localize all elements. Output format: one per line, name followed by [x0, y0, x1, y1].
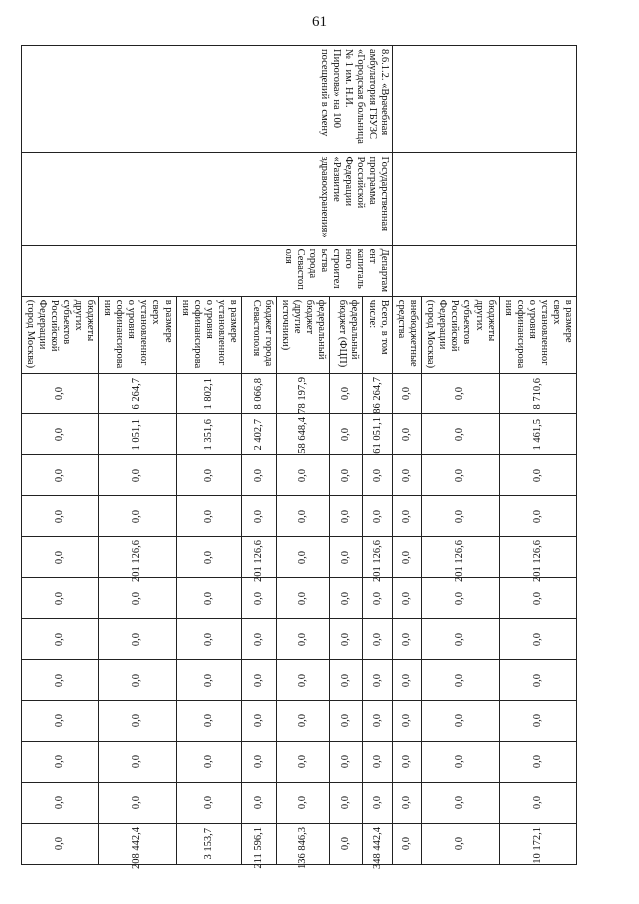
value-cell	[330, 741, 363, 782]
value-cell	[422, 782, 499, 823]
value-cell	[363, 660, 393, 701]
funding-source-label	[241, 296, 276, 373]
value-cell-text: 0,0	[531, 714, 543, 728]
value-cell-text: 0,0	[340, 837, 352, 851]
value-cell	[276, 455, 329, 496]
value-cell	[330, 455, 363, 496]
value-cell	[330, 537, 363, 578]
value-cell-text: 0,0	[454, 632, 466, 646]
value-cell	[99, 537, 176, 583]
value-cell	[99, 823, 176, 869]
value-cell-text: 0,0	[531, 755, 543, 769]
value-cell-text: 0,0	[296, 468, 308, 482]
value-cell-text: 0,0	[131, 468, 143, 482]
funding-source-label-text: в размере сверх установленного уровня софинансирования	[502, 299, 574, 369]
value-cell	[363, 373, 393, 414]
funding-source-label-text: бюджеты других субъектов Российской Федерации (город Москва)	[425, 299, 497, 369]
value-cell	[99, 701, 176, 742]
value-cell-text: 0,0	[131, 755, 143, 769]
value-cell-text: 0,0	[131, 509, 143, 523]
value-cell	[21, 537, 98, 578]
value-cell	[99, 619, 176, 660]
funding-source-label-text: федеральный бюджет (ФЦП)	[337, 299, 361, 368]
executor-cell-text: Департамент капитального строительства города Севастополя	[282, 248, 391, 292]
value-cell-text: 0,0	[401, 714, 413, 728]
value-cell	[241, 823, 276, 869]
value-cell	[330, 660, 363, 701]
value-cell	[393, 782, 422, 823]
value-cell-text: 0,0	[401, 632, 413, 646]
value-cell	[499, 373, 576, 414]
value-cell-text: 0,0	[202, 468, 214, 482]
value-cell	[393, 455, 422, 496]
value-cell-text: 0,0	[202, 632, 214, 646]
value-cell-text: 0,0	[296, 550, 308, 564]
value-cell-text: 201 126,6	[454, 540, 466, 583]
value-cell-text: 0,0	[454, 837, 466, 851]
value-cell-text: 0,0	[340, 509, 352, 523]
value-cell-text: 0,0	[454, 755, 466, 769]
value-cell-text: 0,0	[53, 427, 65, 442]
value-cell	[176, 496, 241, 537]
value-cell	[276, 414, 329, 455]
value-cell	[363, 578, 393, 619]
value-cell	[393, 496, 422, 537]
funding-source-label	[330, 296, 363, 373]
value-cell	[422, 741, 499, 782]
value-cell	[363, 537, 393, 583]
value-cell	[422, 578, 499, 619]
value-cell-text: 0,0	[371, 714, 383, 728]
blank-cell-program	[393, 153, 577, 245]
value-cell-text: 0,0	[340, 468, 352, 482]
value-cell-text: 1 461,5	[531, 418, 543, 451]
value-cell	[99, 578, 176, 619]
value-cell	[499, 741, 576, 782]
value-cell-text: 348 442,4	[371, 826, 383, 869]
value-cell	[241, 455, 276, 496]
value-cell-text: 0,0	[340, 386, 352, 401]
value-cell	[276, 741, 329, 782]
program-cell-text: Государственная программа Российской Федерации «Развитие здравоохранения»	[318, 156, 391, 238]
value-cell	[499, 496, 576, 537]
value-cell-text: 0,0	[371, 796, 383, 810]
value-cell	[363, 496, 393, 537]
value-cell	[422, 537, 499, 583]
value-cell	[276, 660, 329, 701]
value-cell-text: 211 596,1	[252, 826, 264, 869]
value-cell	[393, 414, 422, 455]
value-cell	[276, 782, 329, 823]
funding-source-label	[393, 296, 422, 373]
value-cell-text: 0,0	[454, 673, 466, 687]
value-cell	[276, 373, 329, 414]
value-cell	[363, 741, 393, 782]
value-cell	[422, 701, 499, 742]
value-cell-text: 0,0	[131, 673, 143, 687]
value-cell-text: 0,0	[454, 714, 466, 728]
value-cell-text: 10 172,1	[531, 826, 543, 864]
value-cell-text: 0,0	[252, 755, 264, 769]
value-cell	[499, 823, 576, 864]
value-cell	[276, 701, 329, 742]
value-cell-text: 201 126,6	[131, 540, 143, 583]
value-cell-text: 0,0	[371, 468, 383, 482]
value-cell	[422, 619, 499, 660]
funding-source-label-text: федеральный бюджет (другие источники)	[279, 299, 328, 360]
value-cell	[330, 619, 363, 660]
blank-cell-executor	[393, 245, 577, 296]
value-cell-text: 0,0	[454, 468, 466, 482]
value-cell	[99, 496, 176, 537]
value-cell-text: 0,0	[252, 632, 264, 646]
value-cell-text: 6 264,7	[131, 377, 143, 410]
value-cell	[241, 537, 276, 583]
value-cell-text: 0,0	[401, 386, 413, 401]
value-cell-text: 0,0	[340, 550, 352, 564]
value-cell-text: 86 264,7	[371, 376, 383, 414]
value-cell	[499, 455, 576, 496]
value-cell	[499, 578, 576, 619]
value-cell-text: 0,0	[202, 673, 214, 687]
value-cell	[21, 619, 98, 660]
funding-source-label-text: внебюджетные средства	[396, 299, 420, 367]
value-cell-text: 0,0	[131, 632, 143, 646]
value-cell-text: 61 051,1	[371, 417, 383, 455]
value-cell	[99, 741, 176, 782]
table-row	[363, 46, 393, 865]
value-cell-text: 0,0	[531, 796, 543, 810]
value-cell	[363, 823, 393, 869]
value-cell-text: 208 442,4	[131, 826, 143, 869]
value-cell-text: 58 648,4	[296, 417, 308, 455]
value-cell	[241, 701, 276, 742]
value-cell	[241, 373, 276, 414]
value-cell	[363, 619, 393, 660]
value-cell	[176, 414, 241, 455]
value-cell	[176, 741, 241, 782]
value-cell-text: 0,0	[252, 796, 264, 810]
value-cell-text: 0,0	[401, 427, 413, 442]
value-cell	[176, 782, 241, 823]
table-row	[499, 46, 576, 865]
value-cell	[422, 496, 499, 537]
value-cell	[499, 414, 576, 455]
value-cell	[176, 823, 241, 864]
value-cell-text: 0,0	[202, 509, 214, 523]
value-cell	[276, 578, 329, 619]
value-cell-text: 0,0	[252, 673, 264, 687]
value-cell	[21, 660, 98, 701]
value-cell-text: 0,0	[371, 509, 383, 523]
value-cell-text: 0,0	[401, 755, 413, 769]
value-cell	[176, 619, 241, 660]
value-cell	[241, 578, 276, 619]
object-name-cell-text: 8.6.1.2. «Врачебная амбулатория ГБУЗС «Городская больница № 1 им. Н.И. Пирогова» на 100 посещений в смену	[318, 49, 391, 144]
value-cell-text: 0,0	[401, 550, 413, 564]
value-cell	[499, 619, 576, 660]
value-cell-text: 1 351,6	[202, 418, 214, 451]
value-cell-text: 0,0	[53, 714, 65, 728]
budget-table-frame	[24, 45, 577, 869]
funding-source-label	[276, 296, 329, 373]
value-cell	[99, 660, 176, 701]
value-cell	[330, 823, 363, 864]
value-cell-text: 0,0	[53, 755, 65, 769]
value-cell	[393, 578, 422, 619]
value-cell-text: 0,0	[454, 796, 466, 810]
value-cell	[176, 660, 241, 701]
value-cell	[330, 414, 363, 455]
value-cell-text: 0,0	[53, 386, 65, 401]
funding-source-label-text: в размере сверх установленного уровня софинансирования	[102, 299, 174, 369]
value-cell	[241, 782, 276, 823]
value-cell	[21, 823, 98, 864]
value-cell	[422, 823, 499, 864]
value-cell	[363, 782, 393, 823]
value-cell	[276, 537, 329, 578]
value-cell-text: 0,0	[131, 714, 143, 728]
budget-table	[21, 45, 577, 869]
value-cell-text: 1 802,1	[202, 377, 214, 410]
value-cell-text: 0,0	[531, 509, 543, 523]
value-cell-text: 0,0	[371, 632, 383, 646]
value-cell	[499, 782, 576, 823]
value-cell	[21, 701, 98, 742]
value-cell-text: 0,0	[454, 509, 466, 523]
value-cell-text: 0,0	[340, 796, 352, 810]
value-cell	[393, 741, 422, 782]
value-cell	[21, 414, 98, 455]
funding-source-label	[499, 296, 576, 373]
value-cell	[176, 578, 241, 619]
value-cell	[21, 455, 98, 496]
value-cell-text: 0,0	[296, 755, 308, 769]
value-cell-text: 0,0	[296, 796, 308, 810]
value-cell-text: 0,0	[131, 796, 143, 810]
value-cell-text: 0,0	[340, 714, 352, 728]
value-cell-text: 0,0	[252, 591, 264, 605]
value-cell-text: 0,0	[296, 632, 308, 646]
value-cell-text: 0,0	[53, 673, 65, 687]
value-cell	[422, 373, 499, 414]
value-cell-text: 3 153,7	[202, 828, 214, 860]
blank-cell-object	[393, 46, 577, 153]
value-cell-text: 0,0	[202, 796, 214, 810]
value-cell	[393, 823, 422, 864]
value-cell-text: 0,0	[53, 550, 65, 564]
value-cell-text: 0,0	[202, 714, 214, 728]
funding-source-label	[176, 296, 241, 373]
value-cell-text: 8 066,8	[252, 377, 264, 410]
value-cell-text: 0,0	[454, 591, 466, 605]
value-cell-text: 0,0	[401, 673, 413, 687]
value-cell-text: 201 126,6	[531, 540, 543, 583]
value-cell-text: 0,0	[371, 673, 383, 687]
value-cell-text: 0,0	[53, 837, 65, 851]
value-cell-text: 0,0	[340, 427, 352, 442]
value-cell	[241, 741, 276, 782]
funding-source-label	[422, 296, 499, 373]
value-cell-text: 0,0	[340, 591, 352, 605]
value-cell	[176, 455, 241, 496]
value-cell-text: 0,0	[252, 468, 264, 482]
value-cell-text: 201 126,6	[252, 540, 264, 583]
value-cell	[241, 496, 276, 537]
value-cell	[393, 619, 422, 660]
value-cell	[330, 578, 363, 619]
value-cell-text: 0,0	[371, 755, 383, 769]
value-cell-text: 0,0	[340, 755, 352, 769]
value-cell	[99, 373, 176, 414]
value-cell	[176, 537, 241, 578]
value-cell	[499, 537, 576, 583]
value-cell	[393, 701, 422, 742]
value-cell-text: 0,0	[531, 468, 543, 482]
value-cell	[99, 414, 176, 455]
value-cell-text: 1 051,1	[131, 418, 143, 451]
funding-source-label-text: бюджеты других субъектов Российской Федерации (город Москва)	[24, 299, 97, 369]
value-cell-text: 0,0	[296, 591, 308, 605]
executor-cell	[21, 245, 392, 296]
value-cell	[99, 782, 176, 823]
value-cell	[499, 701, 576, 742]
value-cell	[330, 373, 363, 414]
value-cell-text: 0,0	[296, 509, 308, 523]
value-cell	[330, 496, 363, 537]
value-cell	[422, 414, 499, 455]
value-cell	[276, 496, 329, 537]
value-cell-text: 0,0	[53, 509, 65, 523]
value-cell	[21, 782, 98, 823]
value-cell-text: 0,0	[296, 714, 308, 728]
value-cell	[499, 660, 576, 701]
value-cell-text: 0,0	[296, 673, 308, 687]
value-cell-text: 0,0	[53, 468, 65, 482]
page-number: 61	[312, 14, 327, 30]
funding-source-label	[99, 296, 176, 373]
value-cell	[330, 782, 363, 823]
value-cell	[363, 414, 393, 455]
value-cell-text: 0,0	[371, 591, 383, 605]
value-cell-text: 0,0	[401, 796, 413, 810]
value-cell	[21, 578, 98, 619]
value-cell	[422, 660, 499, 701]
value-cell-text: 0,0	[401, 509, 413, 523]
value-cell-text: 2 402,7	[252, 418, 264, 451]
value-cell	[276, 823, 329, 869]
value-cell	[176, 701, 241, 742]
value-cell	[176, 373, 241, 414]
value-cell	[422, 455, 499, 496]
value-cell	[330, 701, 363, 742]
value-cell-text: 0,0	[53, 632, 65, 646]
funding-source-label-text: Всего, в том числе:	[367, 299, 391, 355]
value-cell-text: 201 126,6	[371, 540, 383, 583]
value-cell-text: 0,0	[252, 509, 264, 523]
value-cell	[363, 701, 393, 742]
budget-table-rotated	[24, 45, 577, 869]
value-cell-text: 0,0	[340, 673, 352, 687]
value-cell	[21, 741, 98, 782]
value-cell	[21, 373, 98, 414]
value-cell	[99, 455, 176, 496]
value-cell	[241, 660, 276, 701]
value-cell	[241, 619, 276, 660]
value-cell-text: 78 197,9	[296, 376, 308, 414]
value-cell	[393, 660, 422, 701]
value-cell-text: 0,0	[53, 796, 65, 810]
value-cell-text: 0,0	[202, 591, 214, 605]
program-cell	[21, 153, 392, 245]
value-cell-text: 136 846,3	[296, 826, 308, 869]
value-cell-text: 0,0	[340, 632, 352, 646]
value-cell-text: 0,0	[202, 755, 214, 769]
funding-source-label	[363, 296, 393, 373]
value-cell-text: 0,0	[454, 427, 466, 442]
value-cell	[21, 496, 98, 537]
value-cell	[393, 373, 422, 414]
value-cell	[363, 455, 393, 496]
value-cell-text: 0,0	[531, 673, 543, 687]
value-cell-text: 0,0	[401, 468, 413, 482]
funding-source-label-text: в размере установленного уровня софинансирования	[179, 299, 239, 369]
funding-source-label	[21, 296, 98, 373]
value-cell-text: 0,0	[202, 550, 214, 564]
value-cell	[241, 414, 276, 455]
value-cell-text: 0,0	[401, 591, 413, 605]
value-cell-text: 0,0	[252, 714, 264, 728]
value-cell-text: 0,0	[53, 591, 65, 605]
value-cell	[393, 537, 422, 578]
value-cell-text: 0,0	[454, 386, 466, 401]
funding-source-label-text: бюджет города Севастополя	[250, 299, 274, 367]
value-cell-text: 0,0	[131, 591, 143, 605]
value-cell	[276, 619, 329, 660]
value-cell-text: 0,0	[531, 591, 543, 605]
value-cell-text: 0,0	[531, 632, 543, 646]
value-cell-text: 0,0	[401, 837, 413, 851]
object-name-cell	[21, 46, 392, 153]
value-cell-text: 8 710,6	[531, 377, 543, 410]
